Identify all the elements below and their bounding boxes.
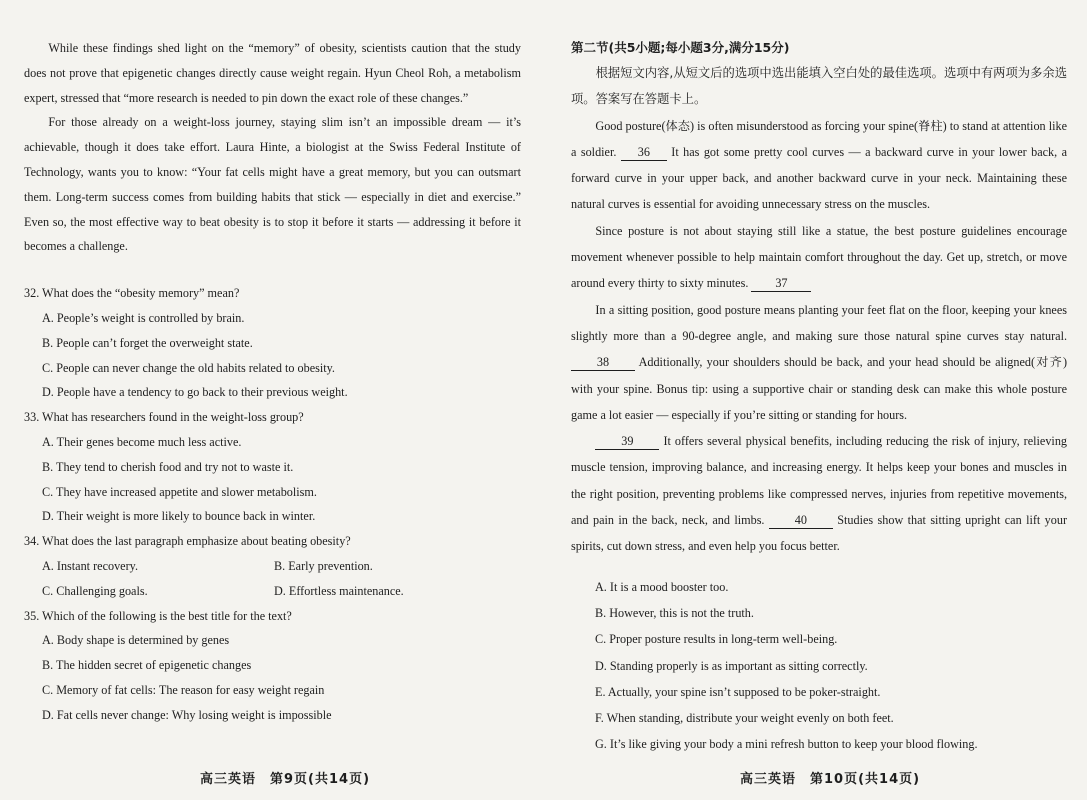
option-d: D. People have a tendency to go back to their previous weight. bbox=[42, 385, 348, 400]
blank-37: 37 bbox=[751, 275, 811, 292]
option-b: B. The hidden secret of epigenetic changes bbox=[42, 658, 252, 673]
choice-g: G. It’s like giving your body a mini refresh button to keep your blood flowing. bbox=[595, 737, 978, 752]
passage-paragraph-1: While these findings shed light on the “memory” of obesity, scientists caution that the study does not prove that epigenetic changes directly cause weight regain. Hyun Cheol Roh, a metabolism expert, stressed that “more research is needed to pin down the exact role of these changes.” bbox=[24, 41, 521, 105]
option-c: C. They have increased appetite and slower metabolism. bbox=[42, 484, 317, 499]
choice-f: F. When standing, distribute your weight evenly on both feet. bbox=[595, 711, 894, 726]
question-32 bbox=[24, 281, 521, 405]
option-b: B. People can’t forget the overweight state. bbox=[42, 335, 253, 350]
option-a: A. Their genes become much less active. bbox=[42, 434, 242, 449]
option-a: A. People’s weight is controlled by brain. bbox=[42, 310, 245, 325]
section-instruction: 根据短文内容,从短文后的选项中选出能填入空白处的最佳选项。选项中有两项为多余选项。答案写在答题卡上。 bbox=[571, 66, 1067, 107]
option-a: A. Body shape is determined by genes bbox=[42, 633, 230, 648]
blank-36: 36 bbox=[621, 144, 667, 161]
left-page bbox=[0, 0, 543, 800]
choice-d: D. Standing properly is as important as sitting correctly. bbox=[595, 658, 868, 673]
question-35 bbox=[24, 604, 521, 728]
option-c: C. People can never change the old habits related to obesity. bbox=[42, 360, 335, 375]
page-footer-left: 高三英语 第9页(共14页) bbox=[200, 772, 371, 787]
choice-c: C. Proper posture results in long-term well-being. bbox=[595, 632, 838, 647]
passage-paragraph-2: For those already on a weight-loss journey, staying slim isn’t an impossible dream — it’s achievable, though it does take effort. Laura Hinte, a biologist at the Swiss Federal Institute of Technology, wants you to know: “Your fat cells might have a great memory, but you can outsmart them. Long-term success comes from building habits that stick — especially in diet and exercise.” Even so, the most effective way to beat obesity is to stop it before it starts — addressing it before it becomes a challenge. bbox=[24, 115, 521, 254]
option-c: C. Challenging goals. bbox=[42, 583, 148, 598]
cloze-paragraph-2: Since posture is not about staying still like a statue, the best posture guidelines encourage movement whenever possible to help maintain comfort throughout the day. Get up, stretch, or move around every thirty to sixty minutes. 37 bbox=[571, 223, 1067, 291]
option-b: B. Early prevention. bbox=[274, 558, 373, 573]
choice-a: A. It is a mood booster too. bbox=[595, 579, 729, 594]
blank-39: 39 bbox=[595, 433, 659, 450]
question-stem: 35. Which of the following is the best title for the text? bbox=[24, 608, 292, 623]
right-page bbox=[543, 0, 1087, 800]
question-33 bbox=[24, 405, 521, 529]
question-stem: 34. What does the last paragraph emphasize about beating obesity? bbox=[24, 534, 351, 549]
option-d: D. Effortless maintenance. bbox=[274, 583, 404, 598]
option-d: D. Fat cells never change: Why losing weight is impossible bbox=[42, 707, 332, 722]
cloze-paragraph-3: In a sitting position, good posture means planting your feet flat on the floor, keeping your knees slightly more than a 90-degree angle, and making sure those natural spine curves stay natural. 38 Additionally, your shoulders should be back, and your head should be aligned(对齐) with your spine. Bonus tip: using a supportive chair or standing desk can make this whole posture game a lot easier — especially if you’re sitting or standing for hours. bbox=[571, 302, 1067, 422]
choice-b: B. However, this is not the truth. bbox=[595, 605, 754, 620]
question-stem: 32. What does the “obesity memory” mean? bbox=[24, 286, 240, 301]
section-title: 第二节(共5小题;每小题3分,满分15分) bbox=[571, 40, 790, 55]
blank-40: 40 bbox=[769, 512, 833, 529]
option-b: B. They tend to cherish food and try not to waste it. bbox=[42, 459, 294, 474]
option-d: D. Their weight is more likely to bounce back in winter. bbox=[42, 509, 316, 524]
choice-e: E. Actually, your spine isn’t supposed to be poker-straight. bbox=[595, 684, 881, 699]
option-c: C. Memory of fat cells: The reason for easy weight regain bbox=[42, 682, 325, 697]
question-stem: 33. What has researchers found in the weight-loss group? bbox=[24, 410, 304, 425]
blank-38: 38 bbox=[571, 354, 635, 371]
cloze-paragraph-1: Good posture(体态) is often misunderstood as forcing your spine(脊柱) to stand at attention like a soldier. 36 It has got some pretty cool curves — a backward curve in your lower back, a forward curve in your upper back, and another backward curve in your neck. Maintaining these natural curves is essential for avoiding unnecessary stress on the muscles. bbox=[571, 118, 1067, 212]
page-footer-right: 高三英语 第10页(共14页) bbox=[740, 772, 921, 787]
option-a: A. Instant recovery. bbox=[42, 558, 138, 573]
question-34 bbox=[24, 529, 521, 603]
cloze-paragraph-4: 39 It offers several physical benefits, including reducing the risk of injury, relieving muscle tension, improving balance, and increasing energy. It helps keep your bones and muscles in the right position, preventing problems like compressed nerves, injuries from repetitive movements, and pain in the back, neck, and limbs. 40 Studies show that sitting upright can lift your spirits, cut down stress, and even help you focus better. bbox=[571, 434, 1068, 554]
